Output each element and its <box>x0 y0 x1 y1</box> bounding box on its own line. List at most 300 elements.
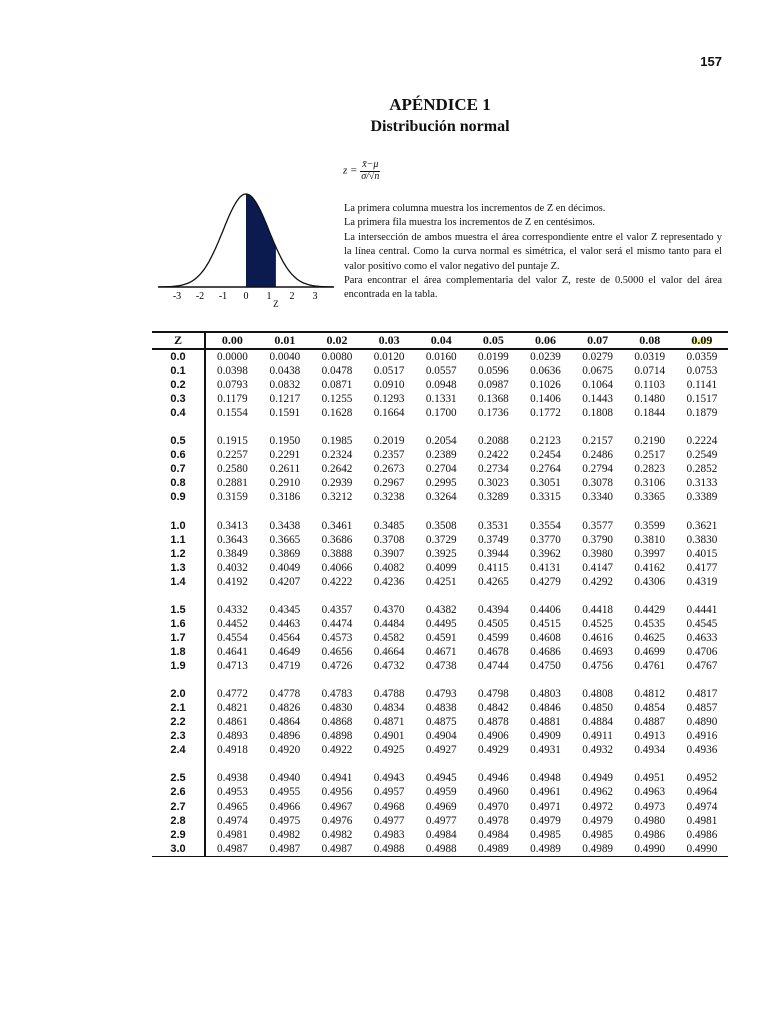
area-cell: 0.2454 <box>530 449 561 462</box>
area-cell: 0.4686 <box>530 646 561 658</box>
area-cell: 0.3997 <box>634 547 666 560</box>
area-cell: 0.4989 <box>519 842 571 857</box>
area-cell: 0.4904 <box>425 730 457 743</box>
area-cell: 0.1293 <box>373 393 405 406</box>
area-cell: 0.4988 <box>415 842 467 857</box>
area-cell: 0.4940 <box>269 772 301 785</box>
area-cell: 0.4927 <box>425 744 457 757</box>
area-cell: 0.4948 <box>530 772 561 785</box>
area-cell: 0.1331 <box>425 393 457 406</box>
area-cell: 0.4525 <box>582 617 613 630</box>
area-cell: 0.2642 <box>321 463 353 476</box>
area-cell: 0.4984 <box>425 828 457 841</box>
area-cell: 0.4909 <box>530 730 561 743</box>
area-cell: 0.2486 <box>582 449 613 462</box>
area-cell: 0.4857 <box>686 702 718 715</box>
area-cell: 0.4591 <box>425 631 457 644</box>
header-col-0.04: 0.04 <box>415 332 467 349</box>
area-cell: 0.4977 <box>425 814 457 827</box>
area-cell: 0.1950 <box>269 435 301 448</box>
area-cell: 0.4979 <box>530 814 561 827</box>
table-row <box>152 729 728 743</box>
area-cell: 0.4987 <box>205 842 259 857</box>
area-cell: 0.4964 <box>686 786 718 799</box>
area-cell: 0.2580 <box>205 462 259 476</box>
area-cell: 0.1217 <box>269 393 301 406</box>
area-cell: 0.1026 <box>530 379 561 392</box>
area-cell: 0.4945 <box>425 772 457 785</box>
area-cell: 0.1591 <box>269 407 301 420</box>
area-cell: 0.4306 <box>634 575 666 588</box>
axis-label: -2 <box>195 291 205 302</box>
area-cell: 0.0120 <box>373 351 405 364</box>
z-value: 0.8 <box>170 477 186 490</box>
area-cell: 0.4545 <box>686 617 718 630</box>
area-cell: 0.2389 <box>425 449 457 462</box>
area-cell: 0.0438 <box>269 365 301 378</box>
table-row <box>152 392 728 406</box>
header-col-0.03: 0.03 <box>363 332 415 349</box>
formula-numerator: x̄−μ <box>362 159 379 170</box>
area-cell: 0.4984 <box>477 828 509 841</box>
area-cell: 0.0714 <box>634 365 666 378</box>
area-cell: 0.4357 <box>321 603 353 616</box>
area-cell: 0.4913 <box>634 730 666 743</box>
area-cell: 0.3078 <box>582 477 613 490</box>
area-cell: 0.1064 <box>582 379 613 392</box>
area-cell: 0.4854 <box>634 702 666 715</box>
table-body <box>152 349 728 856</box>
note-4: Para encontrar el área complementaria del valor Z, reste de 0.5000 el valor del área encontrada en la tabla. <box>344 275 722 301</box>
area-cell: 0.4641 <box>205 645 259 659</box>
header-col-0.05: 0.05 <box>467 332 519 349</box>
z-value: 0.0 <box>170 351 186 364</box>
table-row <box>152 800 728 814</box>
area-cell: 0.0000 <box>205 349 259 364</box>
area-cell: 0.4906 <box>477 730 509 743</box>
header-col-0.07: 0.07 <box>572 332 624 349</box>
area-cell: 0.1368 <box>477 393 509 406</box>
table-row <box>152 434 728 448</box>
area-cell: 0.1844 <box>634 407 666 420</box>
area-cell: 0.4750 <box>530 660 561 673</box>
table-row <box>152 828 728 842</box>
area-cell: 0.2995 <box>425 477 457 490</box>
area-cell: 0.1255 <box>321 393 353 406</box>
area-cell: 0.3599 <box>634 519 666 532</box>
area-cell: 0.4793 <box>425 688 457 701</box>
area-cell: 0.2967 <box>373 477 405 490</box>
area-cell: 0.4817 <box>686 688 718 701</box>
area-cell: 0.0832 <box>269 379 301 392</box>
explanation-notes <box>344 202 722 303</box>
area-cell: 0.4394 <box>477 603 509 616</box>
area-cell: 0.4925 <box>373 744 405 757</box>
area-cell: 0.4616 <box>582 631 613 644</box>
z-value: 2.1 <box>170 702 186 715</box>
area-cell: 0.3315 <box>530 491 561 504</box>
area-cell: 0.3023 <box>477 477 509 490</box>
area-cell: 0.4207 <box>269 575 301 588</box>
area-cell: 0.3925 <box>425 547 457 560</box>
area-cell: 0.2852 <box>686 463 718 476</box>
area-cell: 0.3051 <box>530 477 561 490</box>
note-3: La intersección de ambos muestra el área correspondiente entre el valor Z representado y la línea central. Como la curva normal es simétrica, el valor será el mismo tanto para el valor positivo como el valor negativo del puntaje Z. <box>344 231 722 272</box>
area-cell: 0.4484 <box>373 617 405 630</box>
area-cell: 0.4878 <box>477 716 509 729</box>
area-cell: 0.4505 <box>477 617 509 630</box>
area-cell: 0.2939 <box>321 477 353 490</box>
header-z: Z <box>152 332 205 349</box>
area-cell: 0.4960 <box>477 786 509 799</box>
area-cell: 0.3389 <box>686 491 718 504</box>
area-cell: 0.2764 <box>530 463 561 476</box>
area-cell: 0.4463 <box>269 617 301 630</box>
area-cell: 0.4911 <box>582 730 613 743</box>
area-cell: 0.1915 <box>205 434 259 448</box>
shaded-area <box>246 194 276 287</box>
group-spacer <box>152 757 728 771</box>
area-cell: 0.2123 <box>530 435 561 448</box>
area-cell: 0.4934 <box>634 744 666 757</box>
area-cell: 0.2291 <box>269 449 301 462</box>
z-formula <box>343 160 380 182</box>
area-cell: 0.4938 <box>205 771 259 785</box>
area-cell: 0.0160 <box>425 351 457 364</box>
area-cell: 0.4803 <box>530 688 561 701</box>
area-cell: 0.4922 <box>321 744 353 757</box>
area-cell: 0.2910 <box>269 477 301 490</box>
table-row <box>152 701 728 715</box>
area-cell: 0.4761 <box>634 660 666 673</box>
table-row <box>152 378 728 392</box>
area-cell: 0.3962 <box>530 547 561 560</box>
area-cell: 0.0596 <box>477 365 509 378</box>
area-cell: 0.4871 <box>373 716 405 729</box>
area-cell: 0.3770 <box>530 533 561 546</box>
area-cell: 0.4671 <box>425 646 457 658</box>
area-cell: 0.4887 <box>634 716 666 729</box>
area-cell: 0.1141 <box>686 379 718 392</box>
area-cell: 0.4850 <box>582 702 613 715</box>
z-value: 1.5 <box>170 603 186 616</box>
area-cell: 0.4147 <box>582 561 613 574</box>
area-cell: 0.4966 <box>269 800 301 813</box>
area-cell: 0.4778 <box>269 688 301 701</box>
table-row <box>152 785 728 799</box>
area-cell: 0.4573 <box>321 631 353 644</box>
table-row <box>152 462 728 476</box>
area-cell: 0.4986 <box>634 828 666 841</box>
area-cell: 0.0948 <box>425 379 457 392</box>
area-cell: 0.4981 <box>205 828 259 842</box>
area-cell: 0.4192 <box>205 575 259 589</box>
area-cell: 0.2823 <box>634 463 666 476</box>
area-cell: 0.4808 <box>582 688 613 701</box>
area-cell: 0.4916 <box>686 730 718 743</box>
area-cell: 0.4633 <box>686 631 718 644</box>
z-value: 0.2 <box>170 379 186 392</box>
area-cell: 0.3212 <box>321 491 353 504</box>
area-cell: 0.4131 <box>530 561 561 574</box>
area-cell: 0.4861 <box>205 715 259 729</box>
area-cell: 0.4535 <box>634 617 666 630</box>
area-cell: 0.1628 <box>321 407 353 420</box>
area-cell: 0.4821 <box>205 701 259 715</box>
area-cell: 0.4744 <box>477 660 509 673</box>
area-cell: 0.0040 <box>269 351 301 364</box>
area-cell: 0.4890 <box>686 716 718 729</box>
area-cell: 0.4893 <box>205 729 259 743</box>
z-value: 2.5 <box>170 772 186 785</box>
area-cell: 0.4599 <box>477 631 509 644</box>
area-cell: 0.1480 <box>634 393 666 406</box>
table-row <box>152 349 728 364</box>
area-cell: 0.4649 <box>269 646 301 658</box>
area-cell: 0.1772 <box>530 407 561 420</box>
area-cell: 0.4971 <box>530 800 561 813</box>
area-cell: 0.1700 <box>425 407 457 420</box>
area-cell: 0.4767 <box>686 660 718 673</box>
area-cell: 0.4976 <box>321 814 353 827</box>
header-row <box>152 332 728 349</box>
area-cell: 0.4920 <box>269 744 301 757</box>
area-cell: 0.4868 <box>321 716 353 729</box>
area-cell: 0.4834 <box>373 702 405 715</box>
area-cell: 0.4788 <box>373 688 405 701</box>
header-col-0.06: 0.06 <box>519 332 571 349</box>
area-cell: 0.4495 <box>425 617 457 630</box>
area-cell: 0.4279 <box>530 575 561 588</box>
header-col-0.09: 0.09 <box>676 332 728 349</box>
area-cell: 0.4985 <box>530 828 561 841</box>
table-row <box>152 687 728 701</box>
area-cell: 0.0398 <box>205 364 259 378</box>
area-cell: 0.4706 <box>686 646 718 658</box>
header-col-0.00: 0.00 <box>205 332 259 349</box>
area-cell: 0.3643 <box>205 533 259 547</box>
area-cell: 0.3159 <box>205 490 259 504</box>
area-cell: 0.3621 <box>686 519 718 532</box>
area-cell: 0.4952 <box>686 772 718 785</box>
header-col-0.08: 0.08 <box>624 332 676 349</box>
z-table <box>152 331 728 857</box>
area-cell: 0.3238 <box>373 491 405 504</box>
appendix-title: APÉNDICE 1 <box>389 95 491 114</box>
area-cell: 0.1443 <box>582 393 613 406</box>
area-cell: 0.4989 <box>572 842 624 857</box>
area-cell: 0.4830 <box>321 702 353 715</box>
area-cell: 0.2190 <box>634 435 666 448</box>
area-cell: 0.0793 <box>205 378 259 392</box>
area-cell: 0.4896 <box>269 730 301 743</box>
table-row <box>152 814 728 828</box>
area-cell: 0.4812 <box>634 688 666 701</box>
area-cell: 0.4236 <box>373 575 405 588</box>
table-row <box>152 490 728 504</box>
area-cell: 0.4881 <box>530 716 561 729</box>
area-cell: 0.4066 <box>321 561 353 574</box>
area-cell: 0.4726 <box>321 660 353 673</box>
area-cell: 0.4406 <box>530 603 561 616</box>
area-cell: 0.4582 <box>373 631 405 644</box>
area-cell: 0.4713 <box>205 659 259 673</box>
area-cell: 0.4719 <box>269 660 301 673</box>
area-cell: 0.0557 <box>425 365 457 378</box>
group-spacer <box>152 420 728 434</box>
area-cell: 0.4875 <box>425 716 457 729</box>
area-cell: 0.2224 <box>686 435 718 448</box>
area-cell: 0.4554 <box>205 631 259 645</box>
area-cell: 0.4983 <box>373 828 405 841</box>
area-cell: 0.4732 <box>373 660 405 673</box>
area-cell: 0.2054 <box>425 435 457 448</box>
area-cell: 0.4441 <box>686 603 718 616</box>
area-cell: 0.4946 <box>477 772 509 785</box>
area-cell: 0.0675 <box>582 365 613 378</box>
area-cell: 0.2881 <box>205 476 259 490</box>
area-cell: 0.4292 <box>582 575 613 588</box>
area-cell: 0.4962 <box>582 786 613 799</box>
area-cell: 0.4864 <box>269 716 301 729</box>
area-cell: 0.3944 <box>477 547 509 560</box>
area-cell: 0.4967 <box>321 800 353 813</box>
area-cell: 0.4162 <box>634 561 666 574</box>
area-cell: 0.3508 <box>425 519 457 532</box>
group-spacer <box>152 589 728 603</box>
z-value: 1.9 <box>170 660 186 673</box>
axis-label: -1 <box>218 291 228 302</box>
area-cell: 0.4979 <box>582 814 613 827</box>
area-cell: 0.0517 <box>373 365 405 378</box>
area-cell: 0.0199 <box>477 351 509 364</box>
area-cell: 0.4974 <box>686 800 718 813</box>
area-cell: 0.3340 <box>582 491 613 504</box>
area-cell: 0.2734 <box>477 463 509 476</box>
area-cell: 0.4985 <box>582 828 613 841</box>
area-cell: 0.2611 <box>269 463 301 476</box>
area-cell: 0.2794 <box>582 463 613 476</box>
area-cell: 0.3264 <box>425 491 457 504</box>
z-value: 2.6 <box>170 786 186 799</box>
page-number: 157 <box>700 54 722 69</box>
area-cell: 0.4049 <box>269 561 301 574</box>
area-cell: 0.4929 <box>477 744 509 757</box>
table-row <box>152 842 728 857</box>
area-cell: 0.4970 <box>477 800 509 813</box>
z-value: 0.1 <box>170 365 186 378</box>
area-cell: 0.3461 <box>321 519 353 532</box>
area-cell: 0.4986 <box>686 828 718 841</box>
z-value: 0.9 <box>170 491 186 504</box>
area-cell: 0.1985 <box>321 435 353 448</box>
area-cell: 0.3708 <box>373 533 405 546</box>
area-cell: 0.4656 <box>321 646 353 658</box>
table-row <box>152 771 728 785</box>
axis-label: -3 <box>172 291 182 302</box>
area-cell: 0.0080 <box>321 351 353 364</box>
area-cell: 0.0359 <box>686 351 718 364</box>
area-cell: 0.4474 <box>321 617 353 630</box>
axis-label: 3 <box>312 291 318 302</box>
area-cell: 0.4015 <box>686 547 718 560</box>
area-cell: 0.4884 <box>582 716 613 729</box>
z-value: 2.7 <box>170 800 186 813</box>
area-cell: 0.4987 <box>311 842 363 857</box>
z-value: 0.6 <box>170 449 186 462</box>
header-col-0.02: 0.02 <box>311 332 363 349</box>
formula-lhs: z = <box>343 164 358 177</box>
area-cell: 0.4941 <box>321 772 353 785</box>
table-row <box>152 743 728 757</box>
axis-label: 1 <box>266 291 272 302</box>
area-cell: 0.3554 <box>530 519 561 532</box>
table-row <box>152 617 728 631</box>
area-cell: 0.1808 <box>582 407 613 420</box>
area-cell: 0.3289 <box>477 491 509 504</box>
z-value: 0.3 <box>170 393 186 406</box>
area-cell: 0.0239 <box>530 351 561 364</box>
group-spacer <box>152 505 728 519</box>
area-cell: 0.4980 <box>634 814 666 827</box>
area-cell: 0.2704 <box>425 463 457 476</box>
area-cell: 0.4898 <box>321 730 353 743</box>
area-cell: 0.2324 <box>321 449 353 462</box>
area-cell: 0.4515 <box>530 617 561 630</box>
area-cell: 0.4949 <box>582 772 613 785</box>
area-cell: 0.4177 <box>686 561 718 574</box>
area-cell: 0.3485 <box>373 519 405 532</box>
area-cell: 0.4115 <box>478 561 509 574</box>
area-cell: 0.1103 <box>634 379 665 392</box>
z-value: 2.8 <box>170 814 186 827</box>
area-cell: 0.0636 <box>530 365 561 378</box>
formula-denominator: σ/√n <box>361 170 380 182</box>
area-cell: 0.0987 <box>477 379 509 392</box>
area-cell: 0.1517 <box>686 393 718 406</box>
area-cell: 0.4846 <box>530 702 561 715</box>
area-cell: 0.2157 <box>582 435 613 448</box>
area-cell: 0.4772 <box>205 687 259 701</box>
table-row <box>152 448 728 462</box>
area-cell: 0.4901 <box>373 730 405 743</box>
area-cell: 0.3729 <box>425 533 457 546</box>
area-cell: 0.0910 <box>373 379 405 392</box>
area-cell: 0.3438 <box>269 519 301 532</box>
area-cell: 0.2549 <box>686 449 718 462</box>
area-cell: 0.3413 <box>205 519 259 533</box>
area-cell: 0.4956 <box>321 786 353 799</box>
z-value: 1.7 <box>170 631 186 644</box>
area-cell: 0.4783 <box>321 688 353 701</box>
area-cell: 0.4951 <box>634 772 666 785</box>
area-cell: 0.2257 <box>205 448 259 462</box>
area-cell: 0.4625 <box>634 631 666 644</box>
area-cell: 0.4982 <box>269 828 301 841</box>
z-marker-label: Z <box>273 299 279 309</box>
z-value: 2.4 <box>170 744 186 757</box>
z-value: 0.5 <box>170 435 186 448</box>
area-cell: 0.4664 <box>373 646 405 658</box>
area-cell: 0.0753 <box>686 365 718 378</box>
area-cell: 0.3907 <box>373 547 405 560</box>
z-value: 2.9 <box>170 828 186 841</box>
group-spacer <box>152 673 728 687</box>
area-cell: 0.4798 <box>477 688 509 701</box>
area-cell: 0.2517 <box>634 449 666 462</box>
area-cell: 0.4370 <box>373 603 405 616</box>
area-cell: 0.4990 <box>624 842 676 857</box>
